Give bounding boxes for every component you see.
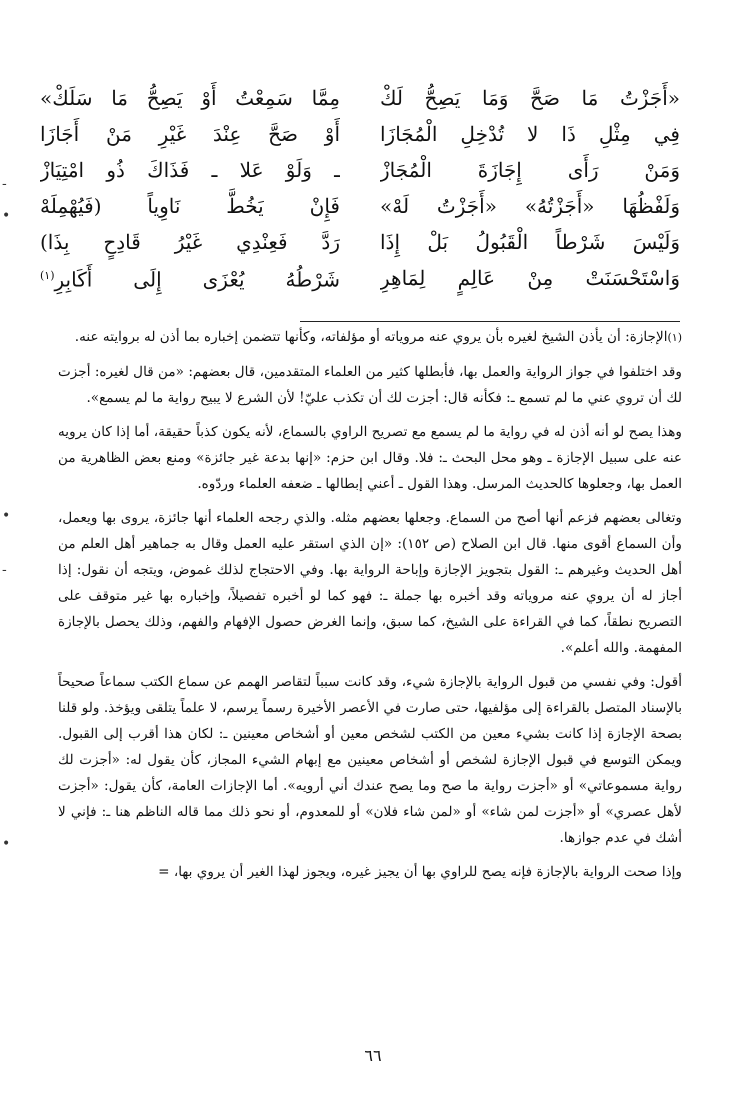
- verse-second-hemistich: أَوْ صَحَّ عِنْدَ غَيْرِ مَنْ أَجَازَا: [40, 122, 340, 146]
- verse-second-hemistich: فَإِنْ يَخُطَّ نَاوِياً (فَيُهْمِلَهْ: [40, 194, 340, 218]
- verse-second-hemistich: [40, 258, 340, 298]
- scan-edge-mark: -: [2, 176, 7, 192]
- verse-text: شَرْطُهُ يُعْزَى إِلَى أَكَابِرِ: [54, 267, 340, 292]
- verse-second-hemistich: مِمَّا سَمِعْتُ أَوْ يَصِحُّ مَا سَلَكْ»: [40, 86, 340, 110]
- scan-edge-mark: •: [2, 208, 11, 224]
- verse-second-hemistich: رَدَّ فَعِنْدِي غَيْرُ قَادِحٍ بِذَا): [40, 230, 340, 254]
- footnote-paragraph: وقد اختلفوا في جواز الرواية والعمل بها، فأبطلها كثير من العلماء المتقدمين، قال بعضهم: «من قال لغيره: أجزت لك أن تروي عني ما لم تسمع ـ: فكأنه قال: أجزت لك أن تكذب عليّ! لأن الشرع لا يبيح رواية ما لم يسمع».: [58, 364, 682, 406]
- poem-verse: [40, 80, 680, 116]
- poem: [40, 80, 680, 296]
- footnote-paragraph: أقول: وفي نفسي من قبول الرواية بالإجازة شيء، وقد كانت سبباً لتقاصر الهمم عن سماع الكتب سماعاً صحيحاً بالإسناد المتصل بالقراءة إلى مؤلفيها، حتى صارت في الأعصر الأخيرة رسماً يرسم، لا علماً يتلقى ويؤخذ. ولو قلنا بصحة الإجازة إذا كانت بشيء معين من الكتب لشخص معين أو أشخاص معينين ـ: لكان هذا أقرب إلى القبول. ويمكن التوسع في قبول الإجازة لشخص أو أشخاص معينين مع إبهام الشيء المجاز، كأن يقول له: «أجزت لك رواية مسموعاتي» أو «أجزت رواية ما صح وما يصح عندك أني أرويه». أما الإجازات العامة، كأن يقول: «أجزت لأهل عصري» أو «أجزت لمن شاء» أو «لمن شاء فلان» أو للمعدوم، أو نحو ذلك مما قاله الناظم هنا ـ: فإني لا أشك في عدم جوازها.: [58, 674, 682, 846]
- poem-verse: [40, 224, 680, 260]
- verse-second-hemistich: ـ وَلَوْ عَلا ـ فَذَاكَ ذُو امْتِيَازْ: [40, 158, 340, 182]
- footnote-paragraph: [58, 324, 682, 351]
- verse-first-hemistich: «أَجَزْتُ مَا صَحَّ وَمَا يَصِحُّ لَكْ: [380, 86, 680, 110]
- footnote-reference: (١): [40, 269, 55, 283]
- scan-edge-mark: •: [2, 836, 11, 852]
- poem-verse: [40, 188, 680, 224]
- verse-first-hemistich: وَلَفْظُهَا «أَجَزْتُهُ» «أَجَزْتُ لَهْ»: [380, 194, 680, 218]
- footnote-paragraph: وهذا يصح لو أنه أذن له في رواية ما لم يسمع مع تصريح الراوي بالسماع، لأنه يكون كذباً حقيقة، أما إذا كان يرويه عنه على سبيل الإجازة ـ وهو محل البحث ـ: فلا. وقال ابن حزم: «إنها بدعة غير جائزة» ومنع بعض الظاهرية من العمل بها، وجعلوها كالحديث المرسل. وهذا القول ـ أعني إبطالها ـ ضعفه العلماء وردّوه.: [58, 424, 682, 492]
- page-number: ٦٦: [364, 1046, 382, 1065]
- verse-first-hemistich: وَمَنْ رَأَى إِجَازَةَ الْمُجَازْ: [380, 158, 680, 182]
- footnote-number: (١): [667, 331, 682, 344]
- verse-first-hemistich: فِي مِثْلِ ذَا لا تُدْخِلِ الْمُجَازَا: [380, 122, 680, 146]
- scan-edge-mark: -: [2, 562, 7, 578]
- footnote-paragraph: وإذا صحت الرواية بالإجازة فإنه يصح للراوي بها أن يجيز غيره، ويجوز لهذا الغير أن يروي بها، =: [158, 864, 682, 880]
- footnote-paragraph: وتغالى بعضهم فزعم أنها أصح من السماع. وجعلها بعضهم مثله. والذي رجحه العلماء أنها جائزة، يروى بها ويعمل، وأن السماع أقوى منها. قال ابن الصلاح (ص ١٥٢): «إن الذي استقر عليه العمل وقال به جماهير أهل العلم من أهل الحديث وغيرهم ـ: القول بتجويز الإجازة وإباحة الرواية بها. وفي الاحتجاج لذلك غموض، ويتجه أن نقول: إذا أجاز له أن يروي عنه مروياته وقد أخبره بها جملة ـ: فهو كما لو أخبره تفصيلاً، وإخباره بها غير متوقف على التصريح نطقاً، كما في القراءة على الشيخ، كما سبق، وإنما الغرض حصول الإفهام والفهم، وذلك يحصل بالإجازة المفهمة. والله أعلم».: [58, 510, 682, 656]
- footnotes: [58, 324, 682, 893]
- verse-first-hemistich: وَاسْتَحْسَنَتْ مِنْ عَالِمٍ لِمَاهِرِ: [380, 266, 680, 290]
- poem-verse: [40, 260, 680, 296]
- verse-first-hemistich: وَلَيْسَ شَرْطاً الْقَبُولُ بَلْ إِذَا: [380, 230, 680, 254]
- footnote-text: الإجازة: أن يأذن الشيخ لغيره بأن يروي عنه مروياته أو مؤلفاته، وكأنها تتضمن إخباره بما أذن له بروايته عنه.: [74, 329, 668, 345]
- scan-edge-mark: •: [2, 508, 11, 524]
- poem-verse: [40, 152, 680, 188]
- poem-verse: [40, 116, 680, 152]
- footnote-divider: [300, 321, 680, 322]
